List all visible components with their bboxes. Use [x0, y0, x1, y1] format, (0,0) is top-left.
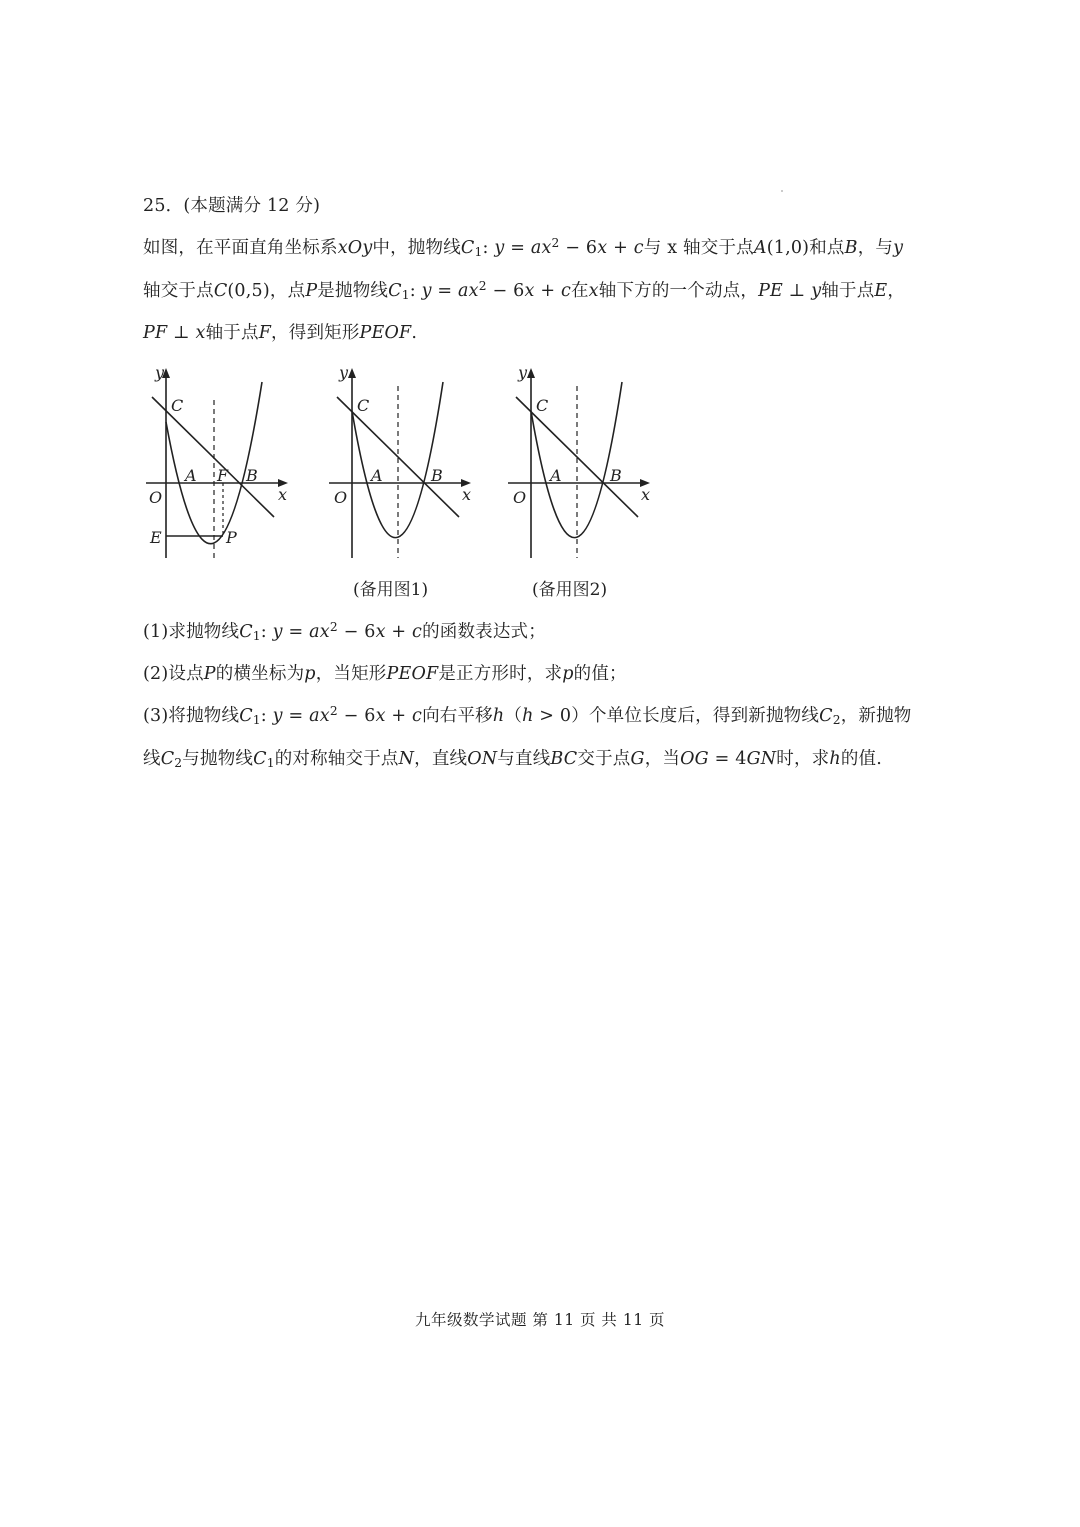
svg-text:A: A [371, 466, 383, 485]
figures-panel [140, 360, 670, 575]
svg-text:C: C [357, 396, 370, 415]
caption-backup-figure-1: (备用图1) [353, 580, 429, 600]
svg-text:y: y [518, 363, 528, 382]
question-3-continued: 线$C_2$与抛物线$C_1$的对称轴交于点N，直线ON与直线BC交于点G，当OG = 4GN时，求h的值. [143, 749, 883, 771]
svg-text:x: x [641, 485, 651, 504]
svg-text:A: A [550, 466, 562, 485]
problem-stem-line-3: PF ⊥ x轴于点F，得到矩形PEOF. [143, 323, 418, 343]
backup-figure-1-labels [334, 363, 471, 507]
svg-text:C: C [171, 396, 184, 415]
svg-text:E: E [150, 528, 162, 547]
backup-figure-1 [329, 368, 471, 558]
svg-text:C: C [536, 396, 549, 415]
svg-text:A: A [185, 466, 197, 485]
svg-text:y: y [155, 363, 165, 382]
backup-figure-2-labels [513, 363, 650, 507]
svg-text:O: O [149, 488, 163, 507]
question-3: (3)将抛物线$C_1$: $y = ax^2 - 6x + c$向右平移h（h > 0）个单位长度后，得到新抛物线$C_2$，新抛物 [143, 703, 912, 728]
svg-text:O: O [513, 488, 527, 507]
scan-speck [781, 190, 783, 192]
problem-stem-line-1: 如图，在平面直角坐标系xOy中，抛物线$C_1$: $y = ax^2 - 6x + c$与 x 轴交于点A(1,0)和点B，与y [143, 235, 904, 260]
caption-backup-figure-2: (备用图2) [532, 580, 608, 600]
page-footer: 九年级数学试题 第 11 页 共 11 页 [414, 1311, 665, 1329]
main-labels [149, 363, 287, 547]
svg-text:B: B [246, 466, 258, 485]
svg-text:O: O [334, 488, 348, 507]
svg-text:B: B [431, 466, 443, 485]
svg-text:B: B [610, 466, 622, 485]
svg-text:x: x [278, 485, 288, 504]
problem-title: 25．(本题满分 12 分) [143, 196, 321, 216]
main-figure [146, 368, 288, 558]
backup-figure-2 [508, 368, 650, 558]
question-2: (2)设点P的横坐标为p，当矩形PEOF是正方形时，求p的值； [143, 664, 627, 684]
svg-text:F: F [217, 466, 229, 485]
problem-stem-line-2: 轴交于点C(0,5)，点P是抛物线$C_1$: $y = ax^2 - 6x + c$在x轴下方的一个动点，PE ⊥ y轴于点E， [143, 278, 906, 303]
svg-text:P: P [226, 528, 237, 547]
svg-text:y: y [339, 363, 349, 382]
svg-text:x: x [462, 485, 472, 504]
question-1: (1)求抛物线$C_1$: $y = ax^2 - 6x + c$的函数表达式； [143, 619, 546, 644]
